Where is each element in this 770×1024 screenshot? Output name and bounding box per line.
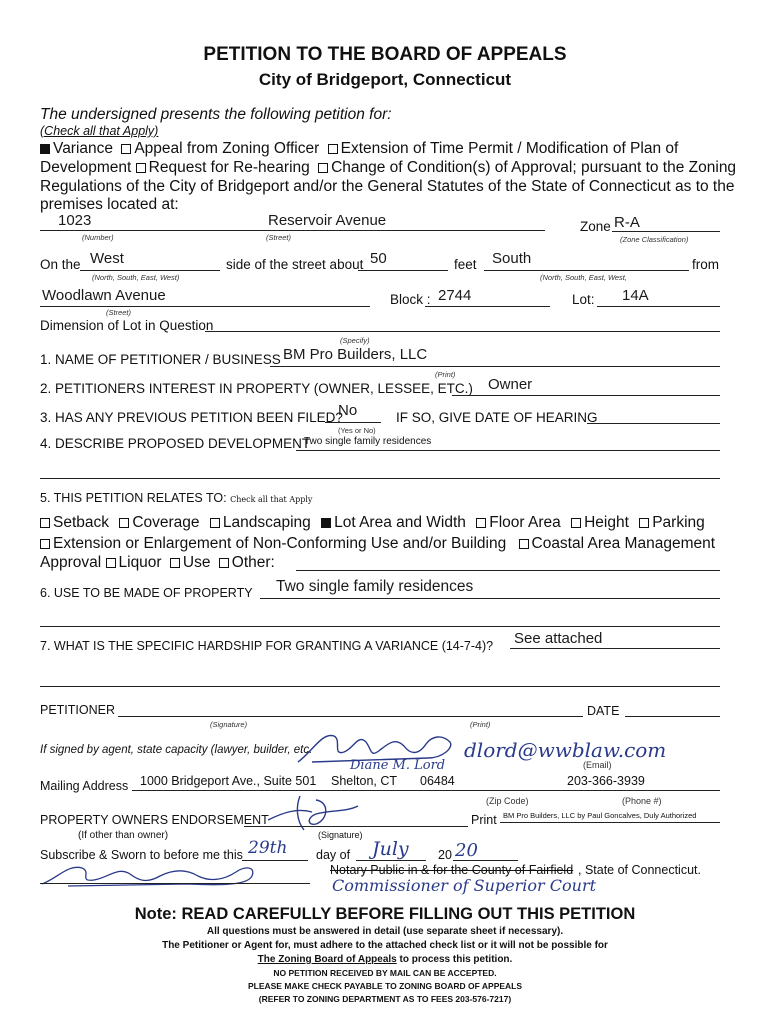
phone-value: 203-366-3939 [567, 774, 645, 788]
owners-signature-line[interactable] [244, 826, 468, 827]
lot-area-checkbox[interactable] [321, 518, 331, 528]
notary-signature-image [38, 858, 278, 890]
setback-checkbox[interactable] [40, 518, 50, 528]
q3-label: 3. HAS ANY PREVIOUS PETITION BEEN FILED? [40, 410, 343, 425]
street-number-value: 1023 [58, 212, 92, 229]
appeal-label: Appeal from Zoning Officer [134, 140, 320, 157]
q2-value: Owner [488, 376, 533, 393]
footer-note: Note: READ CAREFULLY BEFORE FILLING OUT THIS PETITION [134, 905, 636, 923]
footer-line-3 [0, 954, 770, 965]
side-value: West [90, 250, 124, 267]
liquor-checkbox[interactable] [106, 558, 116, 568]
liquor-label: Liquor [118, 554, 162, 571]
city-value: Shelton, CT [331, 774, 398, 788]
sworn-month-line[interactable] [356, 860, 426, 861]
cap-specify: (Specify) [340, 336, 370, 345]
zone-line[interactable] [612, 231, 720, 232]
if-other-note: (If other than owner) [78, 830, 169, 841]
coastal-label: Coastal Area Management [531, 535, 716, 552]
notary-signature-line[interactable] [40, 883, 310, 884]
mailing-label: Mailing Address [40, 779, 129, 793]
q7-line-2[interactable] [40, 686, 720, 687]
side-line[interactable] [80, 270, 220, 271]
email-handwritten: dlord@wwblaw.com [464, 738, 667, 762]
rehearing-label: Request for Re-hearing [148, 159, 310, 176]
extension-enlargement-checkbox[interactable] [40, 539, 50, 549]
q7-line[interactable] [510, 648, 720, 649]
sworn-label: Subscribe & Sworn to before me this [40, 848, 243, 862]
parking-checkbox[interactable] [639, 518, 649, 528]
q2-label: 2. PETITIONERS INTEREST IN PROPERTY (OWNER, LESSEE, ETC.) [40, 381, 473, 396]
q6-line-2[interactable] [40, 626, 720, 627]
owner-signature-image [260, 790, 370, 834]
q5-row-3 [40, 554, 275, 572]
q3-value: No [338, 402, 358, 419]
q4-value: Two single family residences [304, 436, 432, 447]
height-checkbox[interactable] [571, 518, 581, 528]
commissioner-handwritten: Commissioner of Superior Court [332, 876, 597, 895]
footer-line-5: PLEASE MAKE CHECK PAYABLE TO ZONING BOARD OF APPEALS [247, 981, 523, 991]
sworn-month: July [372, 838, 409, 860]
direction-value: South [492, 250, 532, 267]
q5-row-2 [40, 535, 715, 553]
footer-line-1: All questions must be answered in detail (use separate sheet if necessary). [206, 926, 564, 937]
variance-label: Variance [53, 140, 114, 157]
agent-note: If signed by agent, state capacity (lawyer, builder, etc. [40, 744, 313, 756]
print-label: Print [471, 813, 497, 827]
q4-line-2[interactable] [40, 478, 720, 479]
cap-email: (Email) [583, 760, 612, 770]
q2-line[interactable] [452, 395, 720, 396]
check-note: (Check all that Apply) [40, 124, 159, 138]
dimension-line[interactable] [205, 331, 720, 332]
cap-number: (Number) [82, 233, 114, 242]
appeal-checkbox[interactable] [121, 144, 131, 154]
form-title: PETITION TO THE BOARD OF APPEALS [203, 44, 567, 65]
lot-line[interactable] [597, 306, 720, 307]
day-of-label: day of [316, 848, 351, 862]
year-suffix: 20 [455, 840, 478, 861]
side-text: side of the street about [226, 257, 364, 272]
cross-street-line[interactable] [40, 306, 370, 307]
block-line[interactable] [425, 306, 550, 307]
variance-checkbox[interactable] [40, 144, 50, 154]
block-value: 2744 [438, 287, 472, 304]
footer-line-3-tail: to process this petition. [396, 954, 513, 965]
mailing-line[interactable] [132, 790, 720, 791]
block-label: Block : [390, 292, 431, 307]
address-line[interactable] [40, 230, 545, 231]
q5-row-1 [40, 514, 705, 532]
q3-line[interactable] [325, 422, 381, 423]
landscaping-checkbox[interactable] [210, 518, 220, 528]
other-checkbox[interactable] [219, 558, 229, 568]
footer-line-2: The Petitioner or Agent for, must adhere to the attached check list or it will not be possible for [162, 940, 608, 951]
q6-label: 6. USE TO BE MADE OF PROPERTY [40, 586, 253, 600]
cap-yes-no: (Yes or No) [338, 426, 376, 435]
cross-street-value: Woodlawn Avenue [42, 287, 166, 304]
distance-value: 50 [370, 250, 387, 267]
other-line[interactable] [296, 570, 720, 571]
cap-signature: (Signature) [210, 720, 248, 729]
state-text: , State of Connecticut. [578, 863, 701, 877]
cap-signature-2: (Signature) [318, 830, 363, 840]
agent-name-handwritten: Diane M. Lord [350, 758, 446, 773]
q1-label: 1. NAME OF PETITIONER / BUSINESS [40, 352, 281, 367]
lot-label: Lot: [572, 292, 595, 307]
q5-note: Check all that Apply [230, 495, 313, 504]
cap-zone: (Zone Classification) [620, 235, 689, 244]
print-value: BM Pro Builders, LLC by Paul Goncalves, Duly Authorized [503, 811, 697, 820]
change-condition-checkbox[interactable] [318, 163, 328, 173]
on-the-label: On the [40, 257, 81, 272]
zone-label: Zone [580, 219, 611, 234]
direction-line[interactable] [484, 270, 689, 271]
intro-line-4: premises located at: [40, 196, 179, 213]
q1-line[interactable] [270, 366, 720, 367]
use-checkbox[interactable] [170, 558, 180, 568]
petition-type-row-2 [40, 159, 736, 177]
date-label: DATE [587, 704, 620, 718]
coverage-checkbox[interactable] [119, 518, 129, 528]
sworn-day: 29th [248, 838, 288, 858]
coastal-checkbox[interactable] [519, 539, 529, 549]
print-line[interactable] [500, 822, 720, 823]
q5-title: 5. THIS PETITION RELATES TO: [40, 491, 227, 505]
form-subtitle: City of Bridgeport, Connecticut [258, 70, 512, 89]
rehearing-checkbox[interactable] [136, 163, 146, 173]
zip-value: 06484 [420, 774, 455, 788]
q5-label [40, 491, 312, 505]
street-name-value: Reservoir Avenue [268, 212, 387, 229]
q1-value: BM Pro Builders, LLC [283, 346, 428, 363]
feet-label: feet [454, 257, 477, 272]
zba-underlined: The Zoning Board of Appeals [257, 954, 397, 965]
floor-area-checkbox[interactable] [476, 518, 486, 528]
cap-print-q1: (Print) [435, 370, 456, 379]
coverage-label: Coverage [132, 514, 200, 531]
year-line[interactable] [453, 860, 518, 861]
mailing-value: 1000 Bridgeport Ave., Suite 501 [140, 774, 317, 788]
parking-label: Parking [652, 514, 705, 531]
setback-label: Setback [53, 514, 110, 531]
from-label: from [692, 257, 719, 272]
q3-tail: IF SO, GIVE DATE OF HEARING [396, 410, 598, 425]
approval-label: Approval [40, 554, 102, 571]
q6-line[interactable] [260, 598, 720, 599]
floor-area-label: Floor Area [489, 514, 561, 531]
owners-endorsement-label: PROPERTY OWNERS ENDORSEMENT [40, 813, 269, 827]
year-prefix: 20 [438, 848, 452, 862]
q7-label: 7. WHAT IS THE SPECIFIC HARDSHIP FOR GRANTING A VARIANCE (14-7-4)? [40, 639, 494, 653]
q6-value: Two single family residences [276, 578, 474, 595]
dimension-label: Dimension of Lot in Question [40, 318, 214, 333]
change-condition-label: Change of Condition(s) of Approval; pursuant to the Zoning [331, 159, 737, 176]
notary-struck-text: Notary Public in & for the County of Fairfield [330, 863, 574, 877]
cap-nsew-2: (North, South, East, West, [540, 273, 627, 282]
other-label: Other: [231, 554, 275, 571]
use-label: Use [182, 554, 211, 571]
zone-value: R-A [614, 214, 640, 231]
q4-line[interactable] [296, 450, 720, 451]
lot-value: 14A [622, 287, 649, 304]
cap-zip: (Zip Code) [486, 796, 529, 806]
intro-line-3: Regulations of the City of Bridgeport and/or the General Statutes of the State of Connecticut as to the [40, 178, 735, 195]
footer-line-4: NO PETITION RECEIVED BY MAIL CAN BE ACCEPTED. [273, 968, 497, 978]
cap-phone: (Phone #) [622, 796, 662, 806]
intro-lead: The undersigned presents the following petition for: [40, 106, 392, 123]
hearing-date-line[interactable] [587, 423, 720, 424]
cap-nsew: (North, South, East, West) [92, 273, 180, 282]
height-label: Height [584, 514, 629, 531]
petitioner-label: PETITIONER [40, 703, 116, 717]
landscaping-label: Landscaping [222, 514, 311, 531]
date-line[interactable] [625, 716, 720, 717]
q7-value: See attached [514, 630, 603, 647]
petitioner-signature-line[interactable] [118, 716, 583, 717]
extension-checkbox[interactable] [328, 144, 338, 154]
development-label: Development [40, 159, 132, 176]
cap-street-2: (Street) [106, 308, 132, 317]
extension-label: Extension of Time Permit / Modification of Plan of [340, 140, 679, 157]
extension-enlargement-label: Extension or Enlargement of Non-Conforming Use and/or Building [53, 535, 507, 552]
cap-street: (Street) [266, 233, 292, 242]
lot-area-label: Lot Area and Width [334, 514, 466, 531]
petition-type-row-1 [40, 140, 678, 158]
cap-print-sig: (Print) [470, 720, 491, 729]
distance-line[interactable] [358, 270, 448, 271]
q4-label: 4. DESCRIBE PROPOSED DEVELOPMENT [40, 436, 311, 451]
footer-line-6: (REFER TO ZONING DEPARTMENT AS TO FEES 203-576-7217) [258, 994, 512, 1004]
